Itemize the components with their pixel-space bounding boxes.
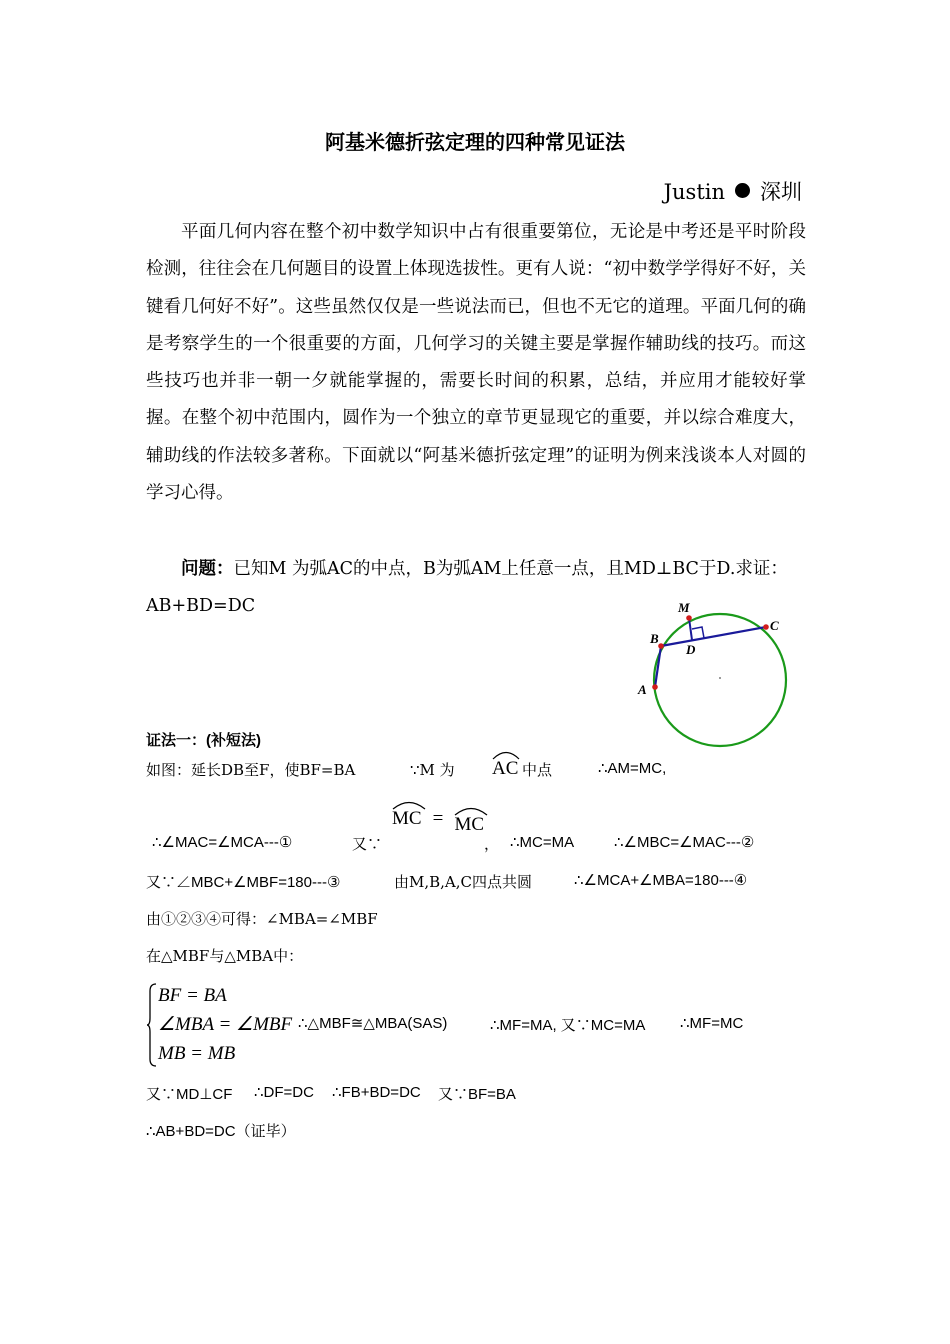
proof1-line3-c: ∴∠MCA+∠MBA=180---④ bbox=[574, 872, 748, 889]
point-m bbox=[686, 615, 692, 621]
problem-text: 已知M 为弧AC的中点，B为弧AM上任意一点，且MD⊥BC于D.求证： bbox=[233, 559, 788, 579]
label-c: C bbox=[770, 618, 779, 633]
proof1-line7-b: ∴DF=DC bbox=[254, 1084, 314, 1101]
proof1-line2-b: 又∵ bbox=[352, 835, 383, 853]
point-c bbox=[763, 624, 769, 630]
proof1-line7-a: 又∵MD⊥CF bbox=[146, 1086, 233, 1103]
proof1-line3-b: 由M,B,A,C四点共圆 bbox=[394, 873, 532, 891]
system-eq-2: ∠MBA = ∠MBF bbox=[158, 1014, 293, 1035]
circle-figure bbox=[630, 598, 800, 753]
bullet-dot-icon bbox=[735, 183, 750, 198]
arc-ac bbox=[492, 752, 518, 780]
intro-text: 平面几何内容在整个初中数学知识中占有很重要第位，无论是中考还是平时阶段检测，往往会在几何题目的设置上体现选拔性。更有人说：“初中数学学得好不好，关键看几何好不好”。这些虽然仅仅是一些说法而已，但也不无它的道理。平面几何的确是考察学生的一个很重要的方面，几何学习的关键主要是掌握作辅助线的技巧。而这些技巧也并非一朝一夕就能掌握的，需要长时间的积累，总结，并应用才能较好掌握。在整个初中范围内，圆作为一个独立的章节更显现它的重要，并以综合难度大，辅助线的作法较多著称。下面就以“阿基米德折弦定理”的证明为例来浅谈本人对圆的学习心得。 bbox=[146, 222, 806, 504]
proof1-line1-a: 如图：延长DB至F，使BF=BA bbox=[146, 761, 356, 779]
proof1-line1-c: 中点 bbox=[522, 761, 553, 779]
proof1-line3-a: 又∵∠MBC+∠MBF=180---③ bbox=[146, 874, 341, 891]
proof1-line7-d: 又∵BF=BA bbox=[438, 1086, 516, 1103]
author-line bbox=[664, 176, 802, 206]
label-d: D bbox=[686, 642, 696, 657]
arc-equals: = bbox=[432, 808, 444, 829]
system-eq-1: BF = BA bbox=[158, 985, 227, 1006]
arc-mc-text-2: MC bbox=[454, 814, 485, 835]
proof1-line7-c: ∴FB+BD=DC bbox=[332, 1084, 421, 1101]
system-eq-3: MB = MB bbox=[158, 1043, 236, 1064]
arc-over-icon bbox=[454, 806, 488, 816]
proof1-line6-c: ∴MF=MC bbox=[680, 1015, 744, 1032]
proof1-line2-e: ∴∠MBC=∠MAC---② bbox=[614, 834, 755, 851]
circle-outline bbox=[654, 614, 786, 746]
author-name: Justin bbox=[663, 180, 725, 204]
proof1-line6-a: ∴△MBF≅△MBA(SAS) bbox=[298, 1015, 448, 1032]
left-brace-icon bbox=[146, 983, 158, 1067]
arc-over-icon bbox=[492, 750, 520, 760]
proof1-heading: 证法一：(补短法) bbox=[146, 732, 261, 749]
proof1-line2-c: ， bbox=[484, 835, 500, 853]
problem-label: 问题： bbox=[181, 559, 234, 579]
document-title: 阿基米德折弦定理的四种常见证法 bbox=[325, 130, 625, 154]
proof1-line5: 在△MBF与△MBA中： bbox=[146, 947, 304, 965]
label-m: M bbox=[678, 600, 690, 615]
circle-center bbox=[719, 677, 721, 679]
arc-mc-equation bbox=[392, 802, 485, 835]
point-a bbox=[652, 684, 658, 690]
author-city: 深圳 bbox=[760, 180, 802, 204]
label-b: B bbox=[650, 631, 659, 646]
arc-over-icon bbox=[392, 800, 426, 810]
label-a: A bbox=[638, 682, 647, 697]
right-angle-mark bbox=[692, 627, 704, 638]
problem-conclusion: AB+BD=DC bbox=[146, 596, 256, 617]
proof1-line1-d: ∴AM=MC, bbox=[598, 760, 667, 777]
proof1-line6-b: ∴MF=MA, 又∵MC=MA bbox=[490, 1017, 646, 1034]
equation-system bbox=[146, 981, 306, 1069]
proof1-line4: 由①②③④可得：∠MBA=∠MBF bbox=[146, 910, 378, 928]
point-b bbox=[658, 643, 664, 649]
intro-paragraph bbox=[146, 214, 806, 512]
arc-mc-text-1: MC bbox=[392, 808, 422, 829]
arc-ac-text: AC bbox=[492, 758, 519, 779]
proof1-line2-d: ∴MC=MA bbox=[510, 834, 575, 851]
proof1-line1-b: ∵M 为 bbox=[410, 761, 455, 779]
proof1-line8: ∴AB+BD=DC（证毕） bbox=[146, 1123, 296, 1140]
proof1-line2-a: ∴∠MAC=∠MCA---① bbox=[152, 834, 293, 851]
